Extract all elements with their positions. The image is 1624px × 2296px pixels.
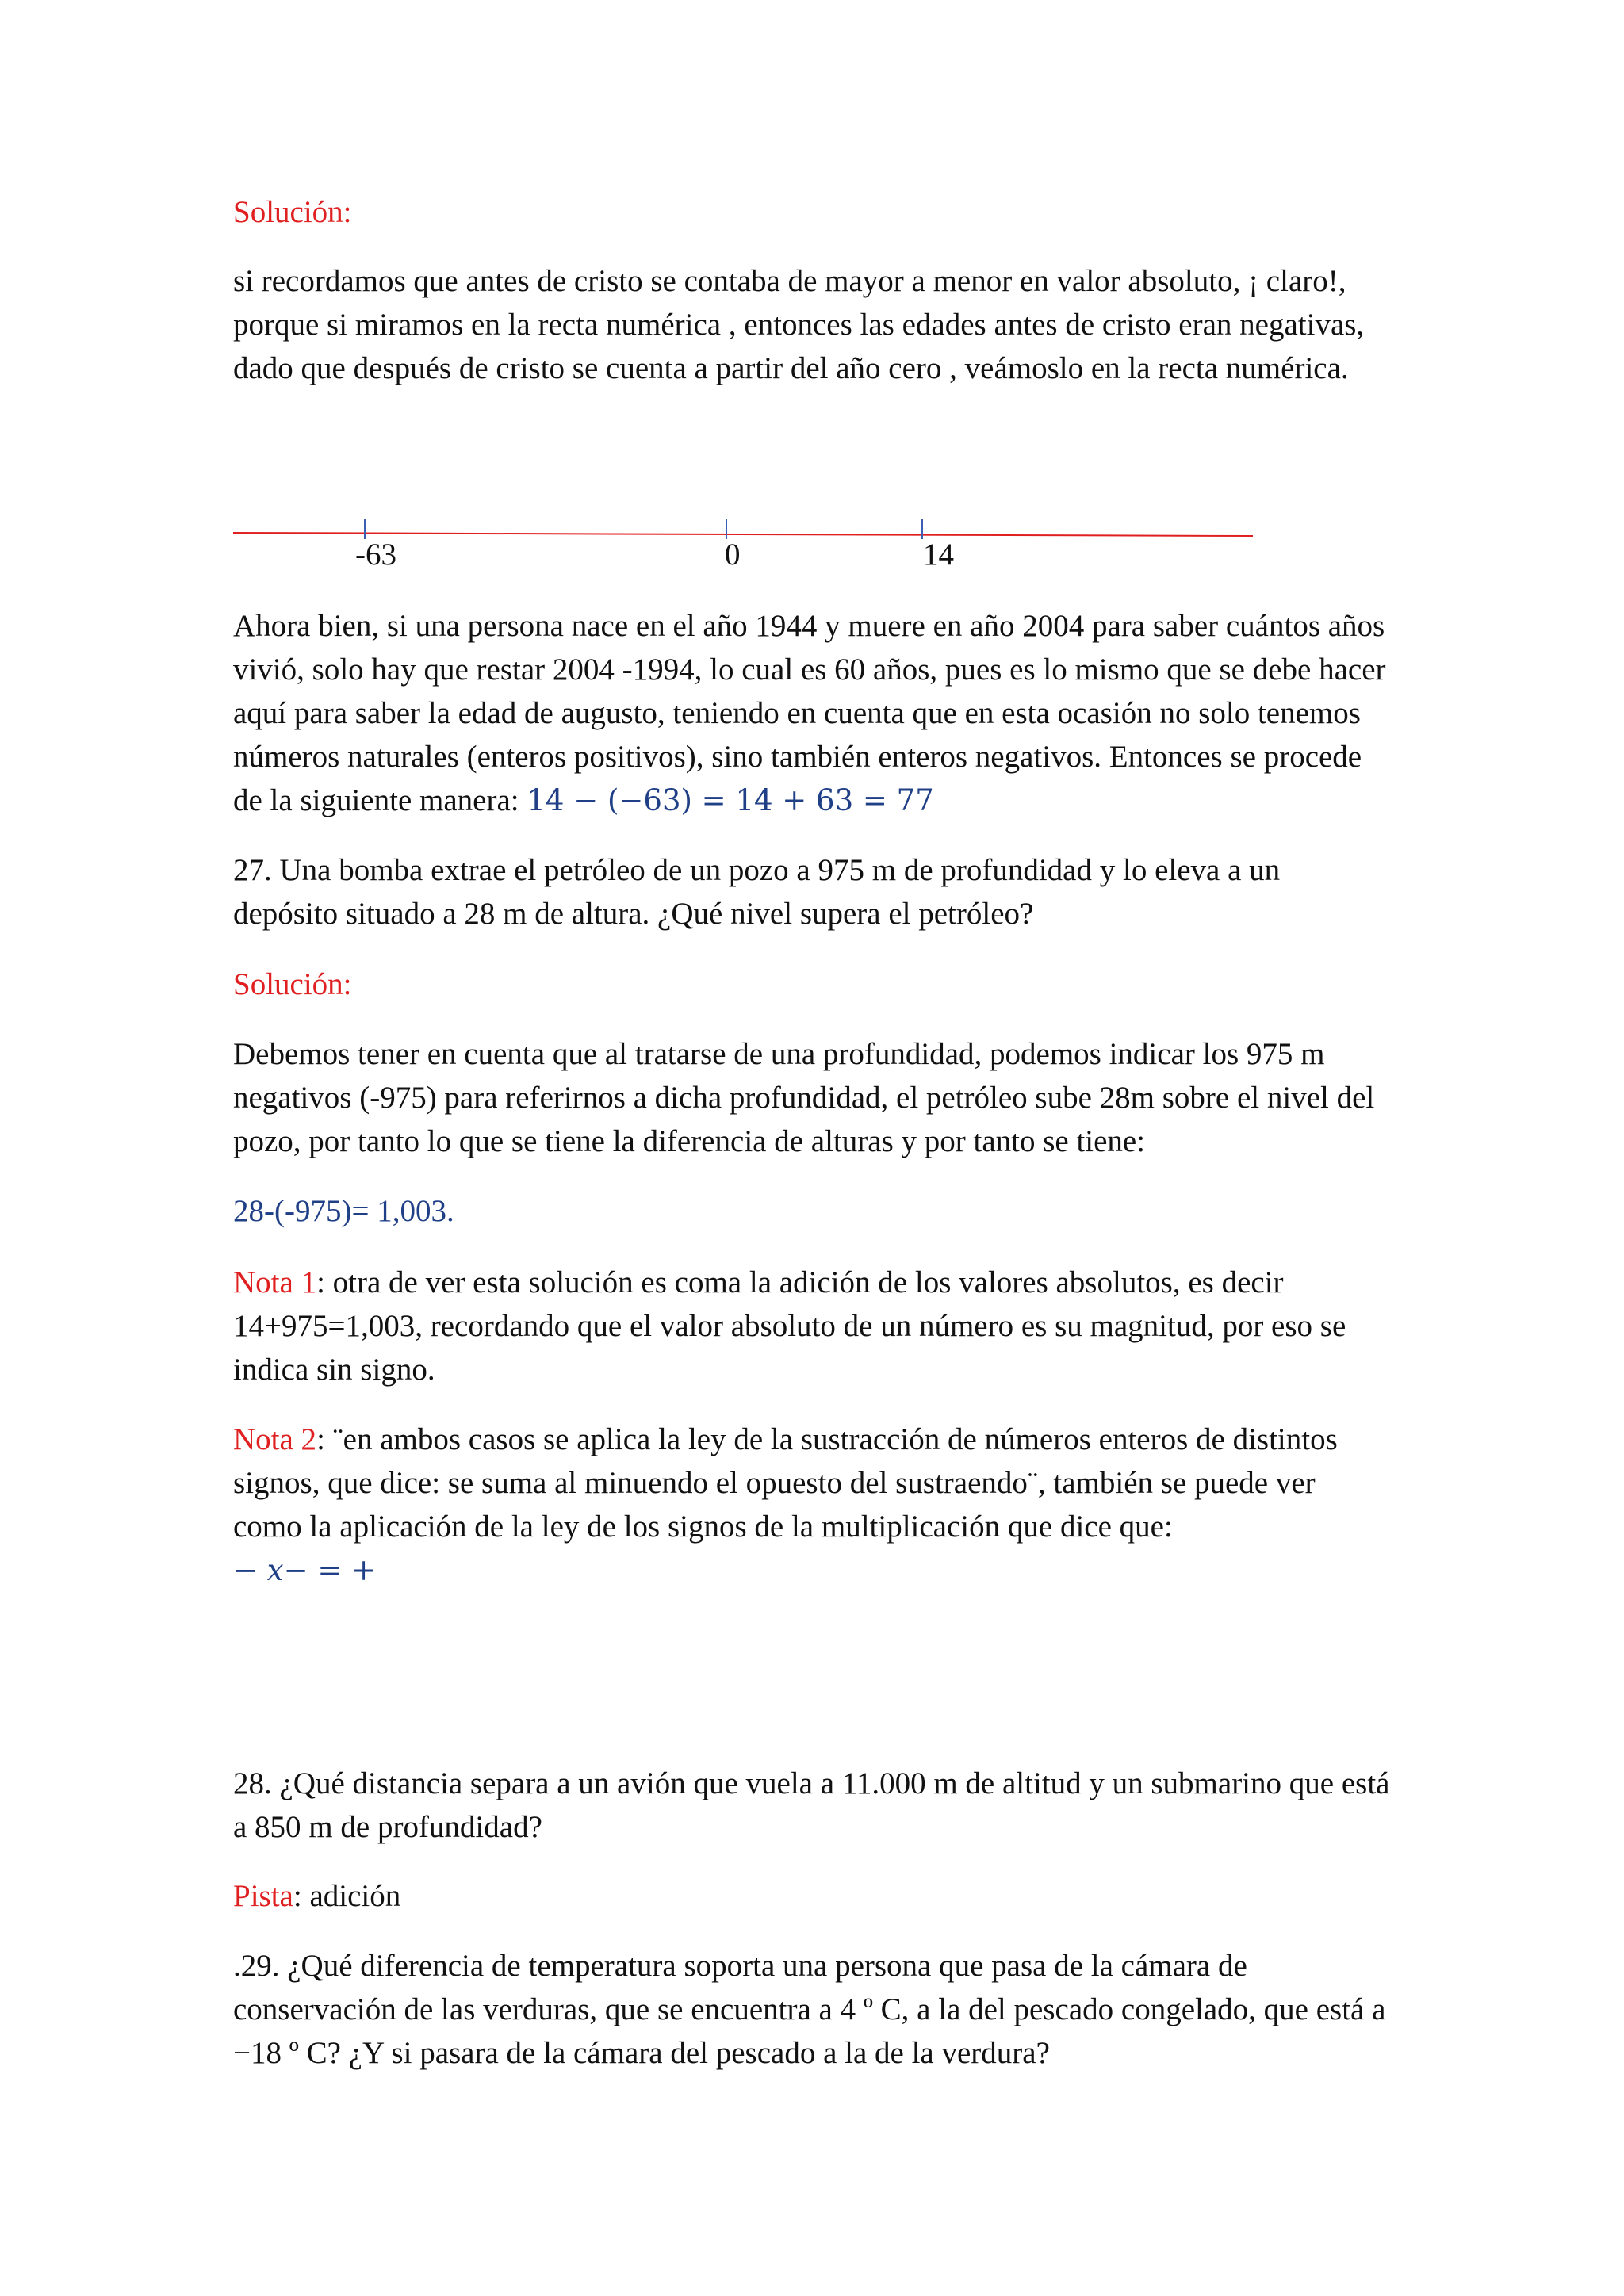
solution-heading: Solución: (233, 195, 352, 229)
solution-paragraph: si recordamos que antes de cristo se contaba de mayor a menor en valor absoluto, ¡ claro!, porque si miramos en la recta numérica , entonces las edades antes de cristo eran negativas, dado que después de cristo se cuenta a partir del año cero , veámoslo en la recta numérica. (233, 264, 1365, 385)
question-27: 27. Una bomba extrae el petróleo de un pozo a 975 m de profundidad y lo eleva a un depósito situado a 28 m de altura. ¿Qué nivel supera el petróleo? (233, 853, 1281, 931)
note-1-text: : otra de ver esta solución es coma la adición de los valores absolutos, es decir 14+975=1,003, recordando que el valor absoluto de un número es su magnitud, por eso se indica sin signo. (233, 1265, 1346, 1387)
tick-label-14: 14 (923, 538, 954, 572)
tick-label-zero: 0 (725, 538, 741, 572)
note-2-label: Nota 2 (233, 1422, 317, 1456)
number-line-graphic (233, 507, 1264, 539)
hint-text: : adición (293, 1879, 401, 1913)
note-2 (233, 1418, 1391, 1592)
solution-heading-2: Solución: (233, 967, 352, 1001)
hint-28 (233, 1874, 1391, 1918)
sign-rule (233, 1553, 376, 1587)
solution-result: 28-(-975)= 1,003. (233, 1194, 454, 1228)
sign-rule-result: − = + (283, 1553, 377, 1587)
number-line (233, 507, 1264, 579)
note-1 (233, 1261, 1391, 1391)
ahora-text: Ahora bien, si una persona nace en el año 1944 y muere en año 2004 para saber cuántos años vivió, solo hay que restar 2004 -1994, lo cual es 60 años, pues es lo mismo que se debe hacer aquí para saber la edad de augusto, teniendo en cuenta que en esta ocasión no solo tenemos números naturales (enteros positivos), sino también enteros negativos. Entonces se procede de la siguiente manera: (233, 609, 1386, 817)
age-formula: 14 − (−63) = 14 + 63 = 77 (527, 783, 934, 817)
question-28: 28. ¿Qué distancia separa a un avión que vuela a 11.000 m de altitud y un submarino que está a 850 m de profundidad? (233, 1766, 1390, 1844)
note-1-label: Nota 1 (233, 1265, 317, 1299)
sign-rule-minus: − (233, 1553, 267, 1587)
note-2-text: : ¨en ambos casos se aplica la ley de la sustracción de números enteros de distintos signos, que dice: se suma al minuendo el opuesto del sustraendo¨, también se puede ver como la aplicación de la ley de los signos de la multiplicación que dice que: (233, 1422, 1338, 1544)
axis-line (233, 533, 1253, 536)
question-29: .29. ¿Qué diferencia de temperatura soporta una persona que pasa de la cámara de conservación de las verduras, que se encuentra a 4 º C, a la del pescado congelado, que está a −18 º C? ¿Y si pasara de la cámara del pescado a la de la verdura? (233, 1949, 1386, 2070)
solution-paragraph-2: Debemos tener en cuenta que al tratarse de una profundidad, podemos indicar los 975 m negativos (-975) para referirnos a dicha profundidad, el petróleo sube 28m sobre el nivel del pozo, por tanto lo que se tiene la diferencia de alturas y por tanto se tiene: (233, 1037, 1375, 1158)
tick-label-minus-63: -63 (355, 538, 396, 572)
sign-rule-x: x (266, 1553, 284, 1587)
ahora-paragraph (233, 604, 1391, 822)
hint-label: Pista (233, 1879, 293, 1913)
